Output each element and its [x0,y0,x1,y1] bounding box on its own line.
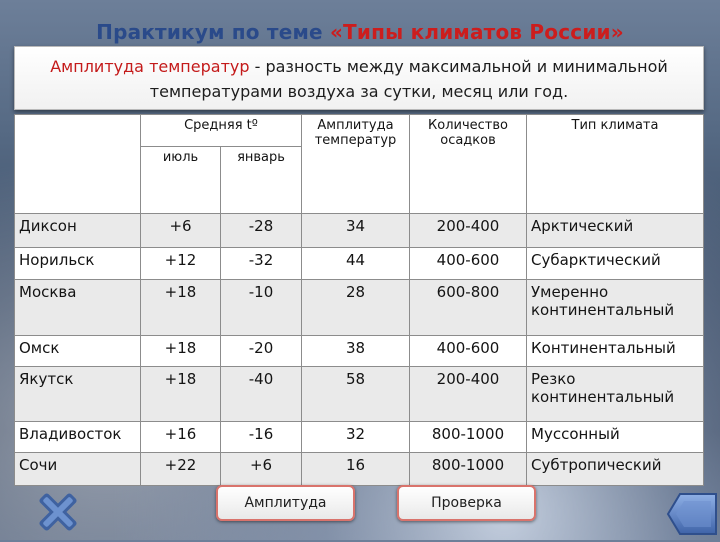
cell-city: Москва [15,280,141,335]
cell-amplitude: 32 [302,422,410,452]
back-button[interactable] [666,490,718,538]
title-prefix: Практикум по теме [96,20,330,44]
cell-climate: Резко континентальный [527,366,704,421]
cell-climate: Арктический [527,213,704,247]
amplitude-button[interactable]: Амплитуда [216,485,355,521]
climate-table [14,114,704,486]
cell-amplitude: 38 [302,335,410,366]
cell-precip: 200-400 [410,213,527,247]
cell-city: Омск [15,335,141,366]
header-amplitude: Амплитуда температур [302,115,410,214]
cell-city: Владивосток [15,422,141,452]
table-row [15,213,704,247]
cell-climate: Субтропический [527,452,704,485]
cell-precip: 800-1000 [410,422,527,452]
back-arrow-icon [666,490,718,538]
definition-box [14,46,704,110]
cell-city: Норильск [15,248,141,280]
close-icon [34,488,82,536]
cell-city: Диксон [15,213,141,247]
cell-precip: 800-1000 [410,452,527,485]
header-january: январь [221,147,302,214]
definition-term: Амплитуда температур [50,57,250,76]
cell-january: -28 [221,213,302,247]
header-city [15,115,141,214]
cell-climate: Континентальный [527,335,704,366]
cell-january: +6 [221,452,302,485]
page-title [0,20,720,44]
cell-city: Сочи [15,452,141,485]
cell-precip: 200-400 [410,366,527,421]
cell-climate: Муссонный [527,422,704,452]
cell-precip: 400-600 [410,335,527,366]
header-avg-temp: Средняя tº [141,115,302,147]
title-accent: «Типы климатов России» [329,20,624,44]
table-row [15,452,704,485]
header-precip: Количество осадков [410,115,527,214]
cell-amplitude: 58 [302,366,410,421]
table-row [15,248,704,280]
cell-july: +16 [141,422,221,452]
check-button[interactable]: Проверка [397,485,536,521]
cell-july: +12 [141,248,221,280]
cell-july: +22 [141,452,221,485]
cell-climate: Умеренно континентальный [527,280,704,335]
cell-amplitude: 34 [302,213,410,247]
cell-july: +18 [141,335,221,366]
table-row [15,280,704,335]
cell-precip: 400-600 [410,248,527,280]
header-climate: Тип климата [527,115,704,214]
cell-january: -20 [221,335,302,366]
definition-text: разность между максимальной и минимальной температурами воздуха за сутки, месяц или год. [149,57,668,101]
definition-dash: - [249,57,266,76]
table-row [15,422,704,452]
cell-precip: 600-800 [410,280,527,335]
cell-july: +18 [141,366,221,421]
cell-january: -32 [221,248,302,280]
table-row [15,335,704,366]
cell-january: -40 [221,366,302,421]
close-button[interactable] [34,488,82,536]
cell-july: +18 [141,280,221,335]
cell-january: -10 [221,280,302,335]
cell-city: Якутск [15,366,141,421]
cell-amplitude: 44 [302,248,410,280]
cell-amplitude: 16 [302,452,410,485]
cell-amplitude: 28 [302,280,410,335]
cell-july: +6 [141,213,221,247]
header-july: июль [141,147,221,214]
table-row [15,366,704,421]
cell-january: -16 [221,422,302,452]
cell-climate: Субарктический [527,248,704,280]
